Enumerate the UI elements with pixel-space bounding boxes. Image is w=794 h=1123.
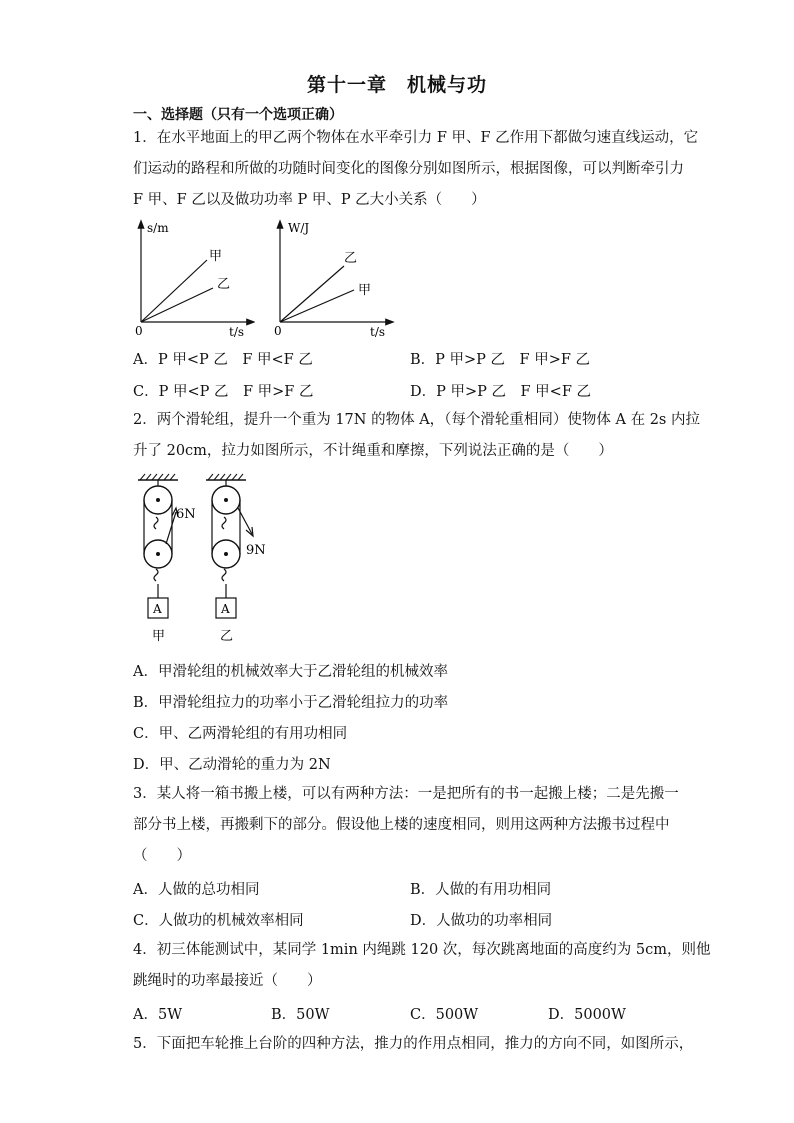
force-label-left: 6N	[176, 507, 196, 522]
question-text-line: 跳绳时的功率最接近（ ）	[133, 973, 322, 989]
line-label-lower: 乙	[217, 277, 231, 292]
origin-label: 0	[135, 324, 143, 338]
distance-time-graph	[125, 218, 255, 340]
block-label-left: A	[153, 602, 162, 616]
ceiling-left	[138, 474, 178, 480]
y-axis-label: s/m	[147, 221, 169, 235]
option-a[interactable]: A．人做的总功相同	[133, 882, 260, 898]
option-b[interactable]: B．P 甲>P 乙 F 甲>F 乙	[410, 352, 591, 368]
option-c[interactable]: C．P 甲<P 乙 F 甲>F 乙	[133, 384, 314, 400]
line-jia	[141, 260, 207, 322]
question-text-line: 4．初三体能测试中，某同学 1min 内绳跳 120 次，每次跳离地面的高度约为 5cm，则他	[133, 942, 711, 958]
question-text-line: （ ）	[133, 848, 191, 864]
option-d[interactable]: D．甲、乙动滑轮的重力为 2N	[133, 757, 331, 773]
option-c[interactable]: C．甲、乙两滑轮组的有用功相同	[133, 726, 348, 742]
caption-left: 甲	[152, 629, 166, 644]
question-text-line: 部分书上楼，再搬剩下的部分。假设他上楼的速度相同，则用这两种方法搬书过程中	[133, 817, 670, 833]
option-d[interactable]: D．人做功的功率相同	[410, 913, 553, 929]
block-label-right: A	[221, 602, 230, 616]
line-jia	[280, 290, 354, 322]
question-text-line: F 甲、F 乙以及做功功率 P 甲、P 乙大小关系（ ）	[133, 192, 486, 208]
option-b[interactable]: B．50W	[271, 1007, 330, 1023]
option-a[interactable]: A．5W	[133, 1007, 183, 1023]
question-text-line: 2．两个滑轮组，提升一个重为 17N 的物体 A，（每个滑轮重相同）使物体 A 在 2s 内拉	[133, 412, 700, 428]
pulley-figure	[130, 472, 280, 648]
question-text-line: 1．在水平地面上的甲乙两个物体在水平牵引力 F 甲、F 乙作用下都做匀速直线运动，它	[133, 130, 699, 146]
question-text-line: 3．某人将一箱书搬上楼，可以有两种方法：一是把所有的书一起搬上楼；二是先搬一	[133, 786, 679, 802]
pulley-system-left	[144, 480, 178, 618]
ceiling-right	[206, 474, 246, 480]
option-b[interactable]: B．甲滑轮组拉力的功率小于乙滑轮组拉力的功率	[133, 695, 449, 711]
caption-right: 乙	[220, 629, 234, 644]
option-a[interactable]: A．甲滑轮组的机械效率大于乙滑轮组的机械效率	[133, 664, 448, 680]
line-yi	[141, 288, 213, 322]
force-label-right: 9N	[246, 543, 266, 558]
x-axis-label: t/s	[229, 325, 245, 339]
section-heading: 一、选择题（只有一个选项正确）	[133, 107, 343, 123]
question-text-line: 们运动的路程和所做的功随时间变化的图像分别如图所示，根据图像，可以判断牵引力	[133, 161, 684, 177]
y-axis-label: W/J	[288, 221, 310, 235]
question-text-line: 5．下面把车轮推上台阶的四种方法，推力的作用点相同，推力的方向不同，如图所示，	[133, 1036, 694, 1052]
page-title: 第十一章 机械与功	[306, 74, 487, 96]
option-d[interactable]: D．P 甲>P 乙 F 甲<F 乙	[410, 384, 591, 400]
option-a[interactable]: A．P 甲<P 乙 F 甲<F 乙	[133, 352, 313, 368]
option-d[interactable]: D．5000W	[548, 1007, 626, 1023]
line-yi	[280, 266, 344, 322]
work-time-graph	[266, 218, 396, 340]
line-label-upper: 乙	[344, 251, 358, 266]
origin-label: 0	[274, 324, 282, 338]
x-axis-label: t/s	[370, 325, 386, 339]
option-b[interactable]: B．人做的有用功相同	[410, 882, 552, 898]
line-label-upper: 甲	[209, 249, 223, 264]
option-c[interactable]: C．500W	[410, 1007, 479, 1023]
question-text-line: 升了 20cm，拉力如图所示，不计绳重和摩擦，下列说法正确的是（ ）	[133, 443, 613, 459]
line-label-lower: 甲	[358, 283, 372, 298]
option-c[interactable]: C．人做功的机械效率相同	[133, 913, 304, 929]
